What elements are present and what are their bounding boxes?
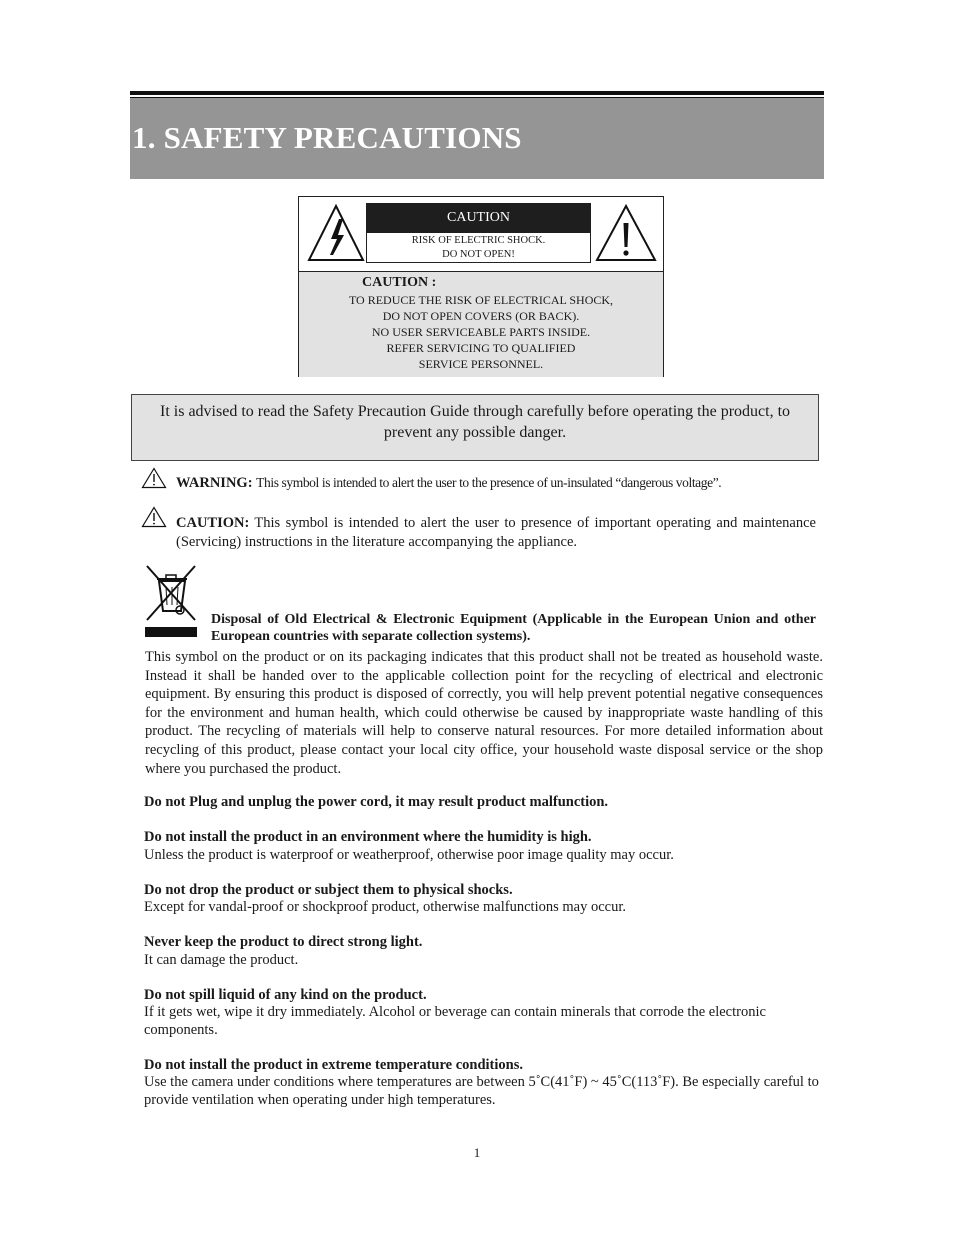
caution-line: SERVICE PERSONNEL. bbox=[418, 357, 544, 371]
rule-heading: Never keep the product to direct strong light. bbox=[144, 934, 423, 950]
rule-body: If it gets wet, wipe it dry immediately. Alcohol or beverage can contain minerals that corrode the electronic components. bbox=[144, 1004, 766, 1038]
caution-panel-text bbox=[299, 292, 663, 372]
rule-heading: Do not Plug and unplug the power cord, it may result product malfunction. bbox=[144, 794, 609, 810]
warning-note bbox=[176, 475, 721, 492]
caution-line: TO REDUCE THE RISK OF ELECTRICAL SHOCK, bbox=[348, 293, 614, 307]
safety-rule bbox=[144, 882, 834, 917]
safety-rule bbox=[144, 1057, 834, 1110]
rule-body: Except for vandal-proof or shockproof product, otherwise malfunctions may occur. bbox=[144, 899, 626, 915]
page-number: 1 bbox=[473, 1145, 481, 1160]
warning-text: This symbol is intended to alert the user to the presence of un-insulated “dangerous voltage”. bbox=[256, 475, 722, 490]
caution-sub-line: RISK OF ELECTRIC SHOCK. bbox=[411, 235, 546, 246]
header-top-rule bbox=[130, 91, 824, 95]
safety-rule bbox=[144, 829, 834, 864]
safety-rules-list bbox=[144, 794, 834, 1127]
exclamation-warning-icon bbox=[594, 203, 658, 263]
caution-line: NO USER SERVICEABLE PARTS INSIDE. bbox=[371, 325, 591, 339]
rule-body: Use the camera under conditions where temperatures are between 5˚C(41˚F) ~ 45˚C(113˚F). Be especially careful to provide ventilation when operating under high temperatures. bbox=[144, 1074, 819, 1108]
rule-heading: Do not drop the product or subject them to physical shocks. bbox=[144, 881, 513, 898]
rule-heading: Do not install the product in an environment where the humidity is high. bbox=[144, 829, 592, 845]
disposal-heading: Disposal of Old Electrical & Electronic Equipment (Applicable in the European Union and other European countries with separate collection systems). bbox=[211, 612, 816, 644]
crossed-out-bin-icon bbox=[144, 563, 198, 639]
warning-triangle-icon bbox=[141, 467, 167, 489]
advisory-text: It is advised to read the Safety Precaution Guide through carefully before operating the product, to prevent any possible danger. bbox=[160, 403, 791, 441]
page-title: 1. SAFETY PRECAUTIONS bbox=[132, 120, 522, 155]
disposal-body: This symbol on the product or on its packaging indicates that this product shall not be treated as household waste. Instead it shall be handed over to the applicable collection point for the recycling of electrical and electronic equipment. By ensuring this product is disposed of correctly, you will help prevent potential negative consequences for the environment and human health, which could otherwise be caused by inappropriate waste handling of this product. The recycling of materials will help to conserve natural resources. For more detailed information about recycling of this product, please contact your local city office, your household waste disposal service or the shop where you purchased the product. bbox=[145, 649, 823, 777]
rule-heading: Do not spill liquid of any kind on the product. bbox=[144, 986, 427, 1003]
caution-panel-title: CAUTION : bbox=[362, 275, 437, 290]
caution-label-header: CAUTION bbox=[366, 203, 591, 233]
caution-label-subtext bbox=[366, 233, 591, 263]
caution-note-text: This symbol is intended to alert the user to presence of important operating and maintenance (Servicing) instructions in the literature accompanying the appliance. bbox=[176, 515, 816, 550]
rule-body: It can damage the product. bbox=[144, 951, 299, 968]
caution-note bbox=[176, 514, 816, 552]
caution-note-label: CAUTION: bbox=[176, 515, 250, 531]
rule-heading: Do not install the product in extreme temperature conditions. bbox=[144, 1056, 523, 1073]
warning-label: WARNING: bbox=[176, 475, 253, 491]
caution-sub-line: DO NOT OPEN! bbox=[442, 249, 515, 260]
rule-body: Unless the product is waterproof or weatherproof, otherwise poor image quality may occur. bbox=[144, 846, 674, 863]
electric-shock-warning-icon bbox=[306, 203, 366, 263]
caution-line: DO NOT OPEN COVERS (OR BACK). bbox=[382, 309, 580, 323]
caution-line: REFER SERVICING TO QUALIFIED bbox=[386, 341, 576, 355]
safety-rule bbox=[144, 934, 834, 969]
safety-rule bbox=[144, 987, 834, 1040]
safety-rule bbox=[144, 794, 834, 812]
caution-triangle-icon bbox=[141, 506, 167, 528]
